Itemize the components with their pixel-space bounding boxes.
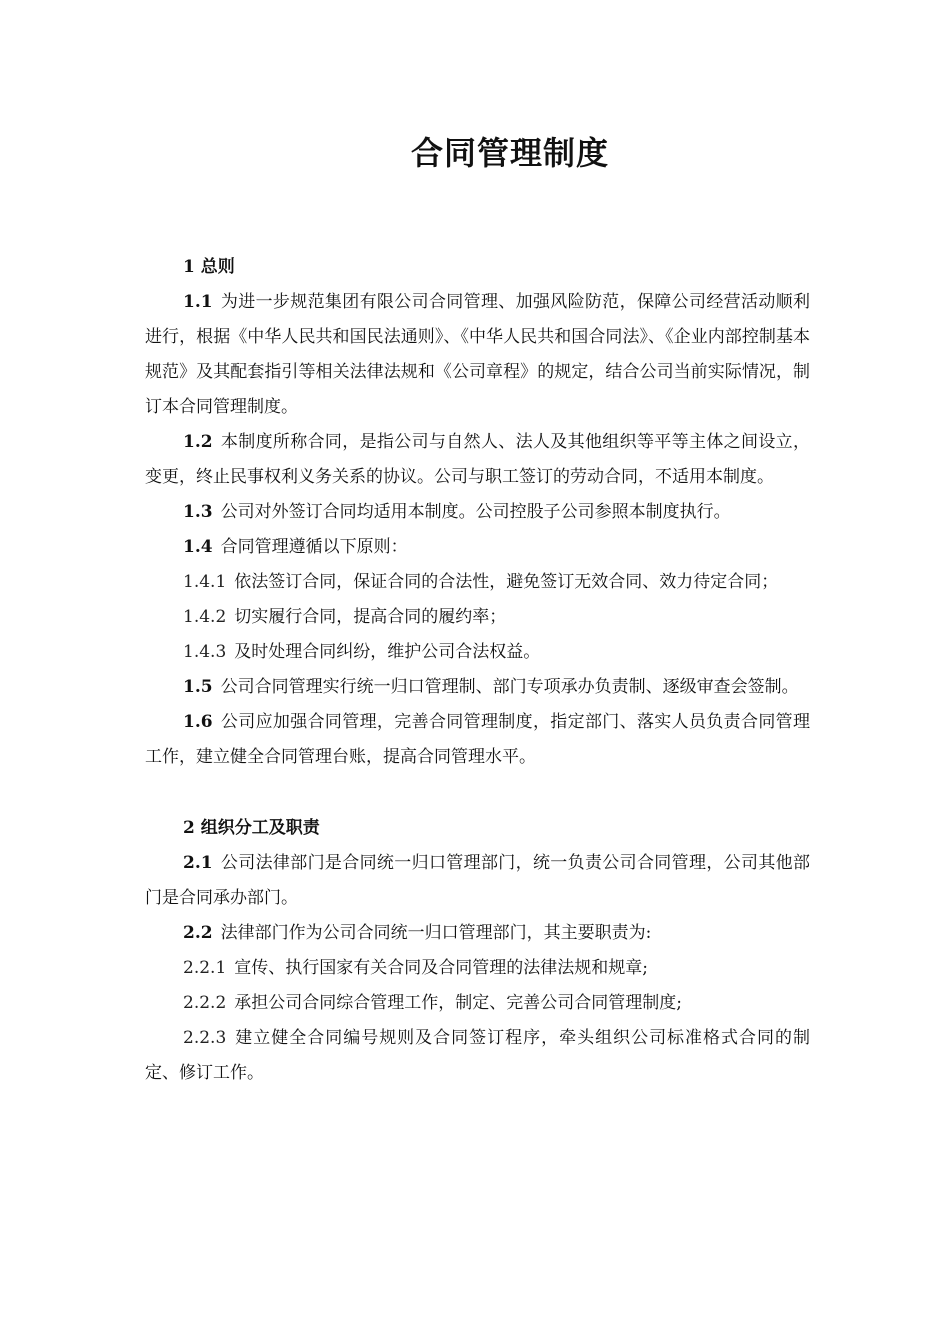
paragraph-2-2-1 <box>145 951 810 986</box>
clause-text: 公司应加强合同管理，完善合同管理制度，指定部门、落实人员负责合同管理工作，建立健全合同管理台账，提高合同管理水平。 <box>145 712 810 767</box>
clause-number: 1.4 <box>183 537 213 557</box>
paragraph-2-2-3 <box>145 1021 810 1091</box>
clause-text: 及时处理合同纠纷，维护公司合法权益。 <box>234 642 541 662</box>
paragraph-1-4 <box>145 530 810 565</box>
subclause-number: 2.2.3 <box>183 1028 227 1048</box>
clause-text: 建立健全合同编号规则及合同签订程序，牵头组织公司标准格式合同的制定、修订工作。 <box>145 1028 810 1083</box>
clause-number: 1.2 <box>183 432 213 452</box>
clause-text: 法律部门作为公司合同统一归口管理部门，其主要职责为: <box>220 923 652 943</box>
subclause-number: 2.2.2 <box>183 993 227 1013</box>
clause-text: 切实履行合同，提高合同的履约率； <box>234 607 507 627</box>
subclause-number: 2.2.1 <box>183 958 227 978</box>
clause-number: 2.1 <box>183 853 213 873</box>
clause-text: 为进一步规范集团有限公司合同管理、加强风险防范，保障公司经营活动顺利进行，根据《中华人民共和国民法通则》、《中华人民共和国合同法》、《企业内部控制基本规范》及其配套指引等相关法律法规和《公司章程》的规定，结合公司当前实际情况，制订本合同管理制度。 <box>145 292 810 417</box>
paragraph-1-4-1 <box>145 565 810 600</box>
clause-text: 公司法律部门是合同统一归口管理部门，统一负责公司合同管理，公司其他部门是合同承办部门。 <box>145 853 810 908</box>
paragraph-1-4-3 <box>145 635 810 670</box>
subclause-number: 1.4.1 <box>183 572 227 592</box>
subclause-number: 1.4.3 <box>183 642 227 662</box>
clause-text: 公司对外签订合同均适用本制度。公司控股子公司参照本制度执行。 <box>220 502 731 522</box>
paragraph-2-2-2 <box>145 986 810 1021</box>
clause-text: 依法签订合同，保证合同的合法性，避免签订无效合同、效力待定合同； <box>234 572 779 592</box>
paragraph-1-2 <box>145 425 810 495</box>
paragraph-1-3 <box>145 495 810 530</box>
section-heading: 1 总则 <box>183 257 235 277</box>
paragraph-1-4-2 <box>145 600 810 635</box>
clause-number: 1.1 <box>183 292 213 312</box>
section-heading: 2 组织分工及职责 <box>183 818 320 838</box>
clause-text: 本制度所称合同，是指公司与自然人、法人及其他组织等平等主体之间设立，变更，终止民事权利义务关系的协议。公司与职工签订的劳动合同，不适用本制度。 <box>145 432 810 487</box>
paragraph-1-5 <box>145 670 810 705</box>
clause-text: 承担公司合同综合管理工作，制定、完善公司合同管理制度; <box>234 993 682 1013</box>
paragraph-1-6 <box>145 705 810 775</box>
section-spacer <box>145 775 810 811</box>
clause-text: 宣传、执行国家有关合同及合同管理的法律法规和规章; <box>234 958 648 978</box>
paragraph-2-2 <box>145 916 810 951</box>
clause-text: 合同管理遵循以下原则： <box>220 537 408 557</box>
document-title: 合同管理制度 <box>410 134 609 172</box>
clause-number: 1.3 <box>183 502 213 522</box>
clause-text: 公司合同管理实行统一归口管理制、部门专项承办负责制、逐级审查会签制。 <box>220 677 799 697</box>
clause-number: 2.2 <box>183 923 213 943</box>
subclause-number: 1.4.2 <box>183 607 227 627</box>
document-body <box>145 250 810 1091</box>
clause-number: 1.5 <box>183 677 213 697</box>
paragraph-2-1 <box>145 846 810 916</box>
paragraph-1-1 <box>145 285 810 425</box>
clause-number: 1.6 <box>183 712 213 732</box>
